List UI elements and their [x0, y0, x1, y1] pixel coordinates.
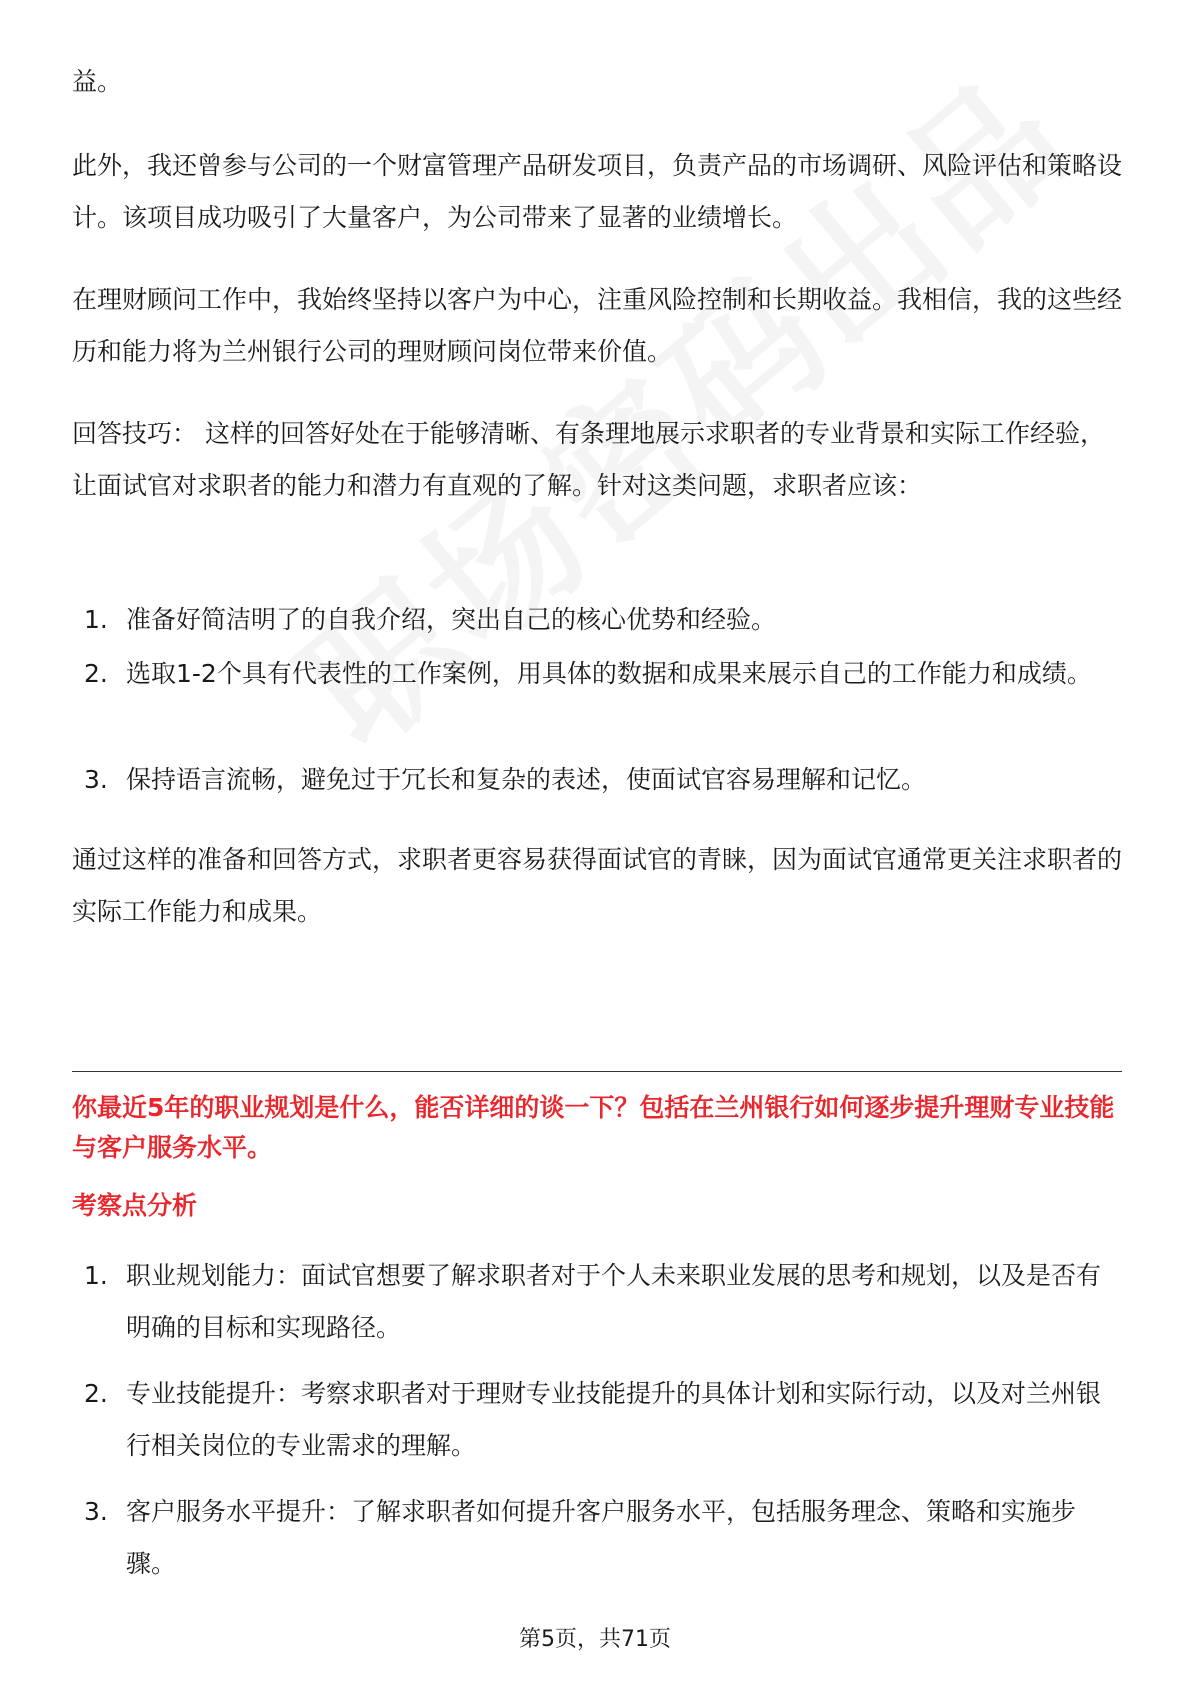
page-number-footer: 第5页，共71页: [519, 1627, 671, 1652]
list-number: 1.: [84, 1261, 108, 1290]
analysis-list-item: [84, 1250, 1124, 1354]
paragraph-answer-tips: 回答技巧： 这样的回答好处在于能够清晰、有条理地展示求职者的专业背景和实际工作经验，让面试官对求职者的能力和潜力有直观的了解。针对这类问题，求职者应该：: [72, 419, 1105, 500]
list-number: 1.: [84, 605, 108, 634]
tips-list-item: [84, 648, 1124, 700]
analysis-list-item: [84, 1368, 1124, 1472]
list-text: 职业规划能力：面试官想要了解求职者对于个人未来职业发展的思考和规划，以及是否有明确的目标和实现路径。: [126, 1261, 1102, 1342]
paragraph-belief: 在理财顾问工作中，我始终坚持以客户为中心，注重风险控制和长期收益。我相信，我的这些经历和能力将为兰州银行公司的理财顾问岗位带来价值。: [72, 285, 1123, 366]
list-text: 客户服务水平提升：了解求职者如何提升客户服务水平，包括服务理念、策略和实施步骤。: [126, 1497, 1077, 1578]
list-number: 3.: [84, 1497, 108, 1526]
analysis-list-item: [84, 1486, 1124, 1590]
list-text: 选取1-2个具有代表性的工作案例，用具体的数据和成果来展示自己的工作能力和成绩。: [126, 659, 1092, 688]
list-number: 2.: [84, 1379, 108, 1408]
list-text: 专业技能提升：考察求职者对于理财专业技能提升的具体计划和实际行动，以及对兰州银行相关岗位的专业需求的理解。: [126, 1379, 1102, 1460]
list-text: 准备好简洁明了的自我介绍，突出自己的核心优势和经验。: [126, 605, 777, 634]
paragraph-project: 此外，我还曾参与公司的一个财富管理产品研发项目，负责产品的市场调研、风险评估和策略设计。该项目成功吸引了大量客户，为公司带来了显著的业绩增长。: [72, 151, 1123, 232]
list-text: 保持语言流畅，避免过于冗长和复杂的表述，使面试官容易理解和记忆。: [126, 765, 927, 794]
paragraph-conclusion: 通过这样的准备和回答方式，求职者更容易获得面试官的青睐，因为面试官通常更关注求职者的实际工作能力和成果。: [72, 845, 1123, 926]
list-number: 3.: [84, 765, 108, 794]
tips-list-item: [84, 754, 1124, 806]
tips-list-item: [84, 594, 1124, 646]
analysis-heading: 考察点分析: [72, 1191, 198, 1220]
interview-question: 你最近5年的职业规划是什么，能否详细的谈一下？包括在兰州银行如何逐步提升理财专业技能与客户服务水平。: [72, 1093, 1115, 1162]
paragraph-continuation: 益。: [72, 67, 123, 96]
section-divider: [72, 1071, 1122, 1072]
list-number: 2.: [84, 659, 108, 688]
